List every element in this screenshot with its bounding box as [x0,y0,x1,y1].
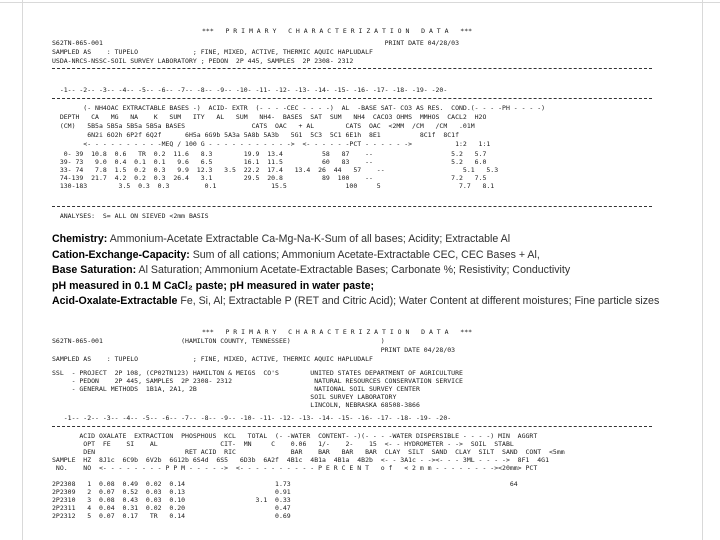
caption-row-oxalate [52,294,692,310]
report-row: 130-183 3.5 0.3 0.3 0.1 15.5 100 5 7.7 8.1 [52,182,495,190]
report-line: LINCOLN, NEBRASKA 68508-3866 [52,401,420,409]
report-line: ACID OXALATE EXTRACTION PHOSPHOUS KCL TOTAL (- -WATER CONTENT- -)(- - - -WATER DISPERSIBLE - - - -) MIN AGGRT [52,432,538,440]
report-line: <- - - - - - - - - -MEQ / 100 G - - - - - - - - - - -> <- - - - - -PCT - - - - - -> 1:2 1:1 [52,140,491,148]
caption-row-base-saturation [52,263,692,279]
report-row: 2P2312 5 0.07 0.17 TR 0.14 0.69 [52,512,291,520]
report-line: SAMPLE HZ 8J1c 6C9b 6V2b 6G12b 6S4d 6S5 6D3b 6A2f 4B1c 4B1a 4B1a 4B2b <- - 3A1c - -><- - - 3ML - - - -> 8F1 4G1 [52,456,549,464]
report-row: 2P2311 4 0.04 0.31 0.02 0.20 0.47 [52,504,291,512]
caption-text: Fe, Si, Al; Extractable P (RET and Citric Acid); Water Content at different moistures; Fine particle sizes [177,295,660,307]
caption-row-cec [52,248,692,264]
report-scan-physical [52,322,692,528]
report-line: S62TN-065-001 (HAMILTON COUNTY, TENNESSEE) ) [52,337,385,345]
frame-line-left [22,0,23,540]
report-line: SAMPLED AS : TUPELO ; FINE, MIXED, ACTIVE, THERMIC AQUIC HAPLUDALF [52,48,373,56]
caption-text: Ammonium-Acetate Extractable Ca-Mg-Na-K-Sum of all bases; Acidity; Extractable Al [107,233,511,245]
report-line: DEN RET ACID RIC BAR BAR BAR BAR CLAY SILT SAND CLAY SILT SAND CONT <5mm [52,448,565,456]
caption-label: Base Saturation: [52,264,137,276]
caption-label: Chemistry: [52,233,108,245]
report-line: DEPTH CA MG NA K SUM ITY AL SUM NH4- BASES SAT SUM NH4 CACO3 OHMS MMHOS CACL2 H2O [52,113,487,121]
report-line: - GENERAL METHODS 1B1A, 2A1, 2B NATIONAL SOIL SURVEY CENTER [52,385,420,393]
report-line: SOIL SURVEY LABORATORY [52,393,397,401]
rule [52,206,652,207]
report-row: 0- 39 10.8 0.6 TR 0.2 11.6 8.3 19.9 13.4 58 87 -- 5.2 5.7 [52,150,487,158]
caption-row-ph [52,279,692,295]
frame-line-top [0,2,720,3]
rule [52,426,652,427]
report-line: *** P R I M A R Y C H A R A C T E R I Z A T I O N D A T A *** [202,27,473,35]
caption-label: Cation-Exchange-Capacity: [52,248,190,261]
report-line: - PEDON 2P 445, SAMPLES 2P 2308- 2312 NATURAL RESOURCES CONSERVATION SERVICE [52,377,463,385]
rule [52,68,652,69]
report-footer: ANALYSES: S= ALL ON SIEVED <2mm BASIS [52,212,209,220]
report-row: 2P2310 3 0.08 0.43 0.03 0.10 3.1 0.33 [52,496,291,504]
caption-block [52,232,692,310]
report-line: (CM) 5B5a 5B5a 5B5a 5B5a BASES CATS OAC + AL CATS OAC <2MM /CM /CM .01M [52,122,475,130]
report-row: 2P2308 1 0.08 0.49 0.02 0.14 1.73 64 [52,480,518,488]
report-row: 2P2309 2 0.07 0.52 0.03 0.13 0.91 [52,488,291,496]
report-line: -1-- -2-- -3-- -4-- -5-- -6-- -7-- -8-- -9-- -10- -11- -12- -13- -14- -15- -16- -17- -18- -19- -20- [52,414,452,422]
report-line: PRINT DATE 04/28/03 [52,346,456,354]
report-line: -1-- -2-- -3-- -4-- -5-- -6-- -7-- -8-- -9-- -10- -11- -12- -13- -14- -15- -16- -17- -18- -19- -20- [52,86,448,94]
report-row: 74-139 21.7 4.2 0.2 0.3 26.4 3.1 29.5 20.8 89 100 -- 7.2 7.5 [52,174,487,182]
caption-row-chemistry [52,232,692,248]
report-line: USDA-NRCS-NSSC-SOIL SURVEY LABORATORY ; PEDON 2P 445, SAMPLES 2P 2308- 2312 [52,57,354,65]
report-line: 6N2i 6O2h 6P2f 6Q2f 6H5a 6G9b 5A3a 5A8b 5A3b 5G1 5C3 5C1 6E1h 8E1 8C1f 8C1f [52,131,459,139]
report-line: *** P R I M A R Y C H A R A C T E R I Z A T I O N D A T A *** [202,328,473,336]
report-row: 33- 74 7.8 1.5 0.2 0.3 9.9 12.3 3.5 22.2 17.4 13.4 26 44 57 -- 5.1 5.3 [52,166,499,174]
report-line: (- NH4OAC EXTRACTABLE BASES -) ACID- EXTR (- - - -CEC - - - -) AL -BASE SAT- CO3 AS RES. COND.(- - - -PH - - - -) [52,104,546,112]
report-row: 39- 73 9.0 0.4 0.1 0.1 9.6 6.5 16.1 11.5 60 83 -- 5.2 6.0 [52,158,487,166]
caption-label: pH measured in 0.1 M CaCl₂ paste; pH measured in water paste; [52,279,375,292]
report-line: SAMPLED AS : TUPELO ; FINE, MIXED, ACTIVE, THERMIC AQUIC HAPLUDALF [52,355,373,363]
caption-text: Sum of all cations; Ammonium Acetate-Extractable CEC, CEC Bases + Al, [189,248,540,261]
report-line: OPT FE SI AL CIT- MN C 0.06 1/- 2- 15 <- - HYDROMETER - -> SOIL STABL [52,440,514,448]
report-line: SSL - PROJECT 2P 108, (CP02TN123) HAMILTON & MEIGS CO'S UNITED STATES DEPARTMENT OF AGRICULTURE [52,369,463,377]
caption-text: Al Saturation; Ammonium Acetate-Extractable Bases; Carbonate %; Resistivity; Conductivity [136,264,571,276]
rule [52,98,652,99]
report-line: NO. NO <- - - - - - - - P P M - - - - -> <- - - - - - - - - - P E R C E N T o f < 2 m m - - - - - - - -><20mm> PCT [52,464,538,472]
report-line: S62TN-065-001 PRINT DATE 04/28/03 [52,39,459,47]
report-scan-chemistry [52,18,692,228]
caption-label: Acid-Oxalate-Extractable [52,295,178,307]
frame-line-right [702,0,703,540]
